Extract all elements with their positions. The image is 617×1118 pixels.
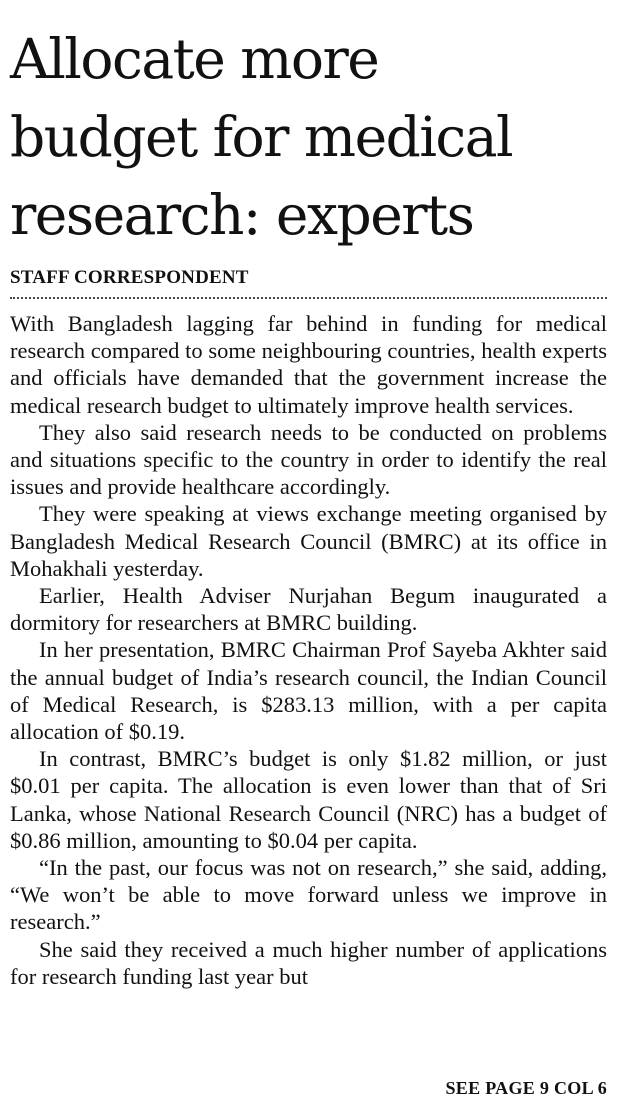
paragraph: They also said research needs to be conducted on problems and situations specific to the country in order to identify the real issues and provide healthcare accordingly. [10, 419, 607, 500]
paragraph: Earlier, Health Adviser Nurjahan Begum inaugurated a dormitory for researchers at BMRC building. [10, 583, 607, 636]
paragraph: She said they received a much higher number of applications for research funding last year but [10, 936, 607, 989]
dotted-divider [10, 297, 607, 299]
headline [10, 20, 607, 254]
news-article [10, 0, 607, 990]
paragraph: In contrast, BMRC’s budget is only $1.82 million, or just $0.01 per capita. The allocation is even lower than that of Sri Lanka, whose National Research Council (NRC) has a budget of $0.86 million, amounting to $0.04 per capita. [10, 746, 607, 853]
headline-line: research: experts [10, 183, 474, 247]
paragraph: They were speaking at views exchange meeting organised by Bangladesh Medical Research Council (BMRC) at its office in Mohakhali yesterday. [10, 501, 607, 581]
article-body [10, 310, 607, 990]
headline-line: Allocate more [10, 27, 379, 91]
continuation-jump-line: SEE PAGE 9 COL 6 [445, 1078, 607, 1098]
headline-line: budget for medical [10, 105, 513, 169]
paragraph: With Bangladesh lagging far behind in funding for medical research compared to some neighbouring countries, health experts and officials have demanded that the government increase the medical research budget to ultimately improve health services. [10, 311, 607, 418]
paragraph: “In the past, our focus was not on research,” she said, adding, “We won’t be able to move forward unless we improve in research.” [10, 855, 607, 935]
byline: STAFF CORRESPONDENT [10, 267, 249, 288]
paragraph: In her presentation, BMRC Chairman Prof Sayeba Akhter said the annual budget of India’s research council, the Indian Council of Medical Research, is $283.13 million, with a per capita allocation of $0.19. [10, 637, 607, 745]
